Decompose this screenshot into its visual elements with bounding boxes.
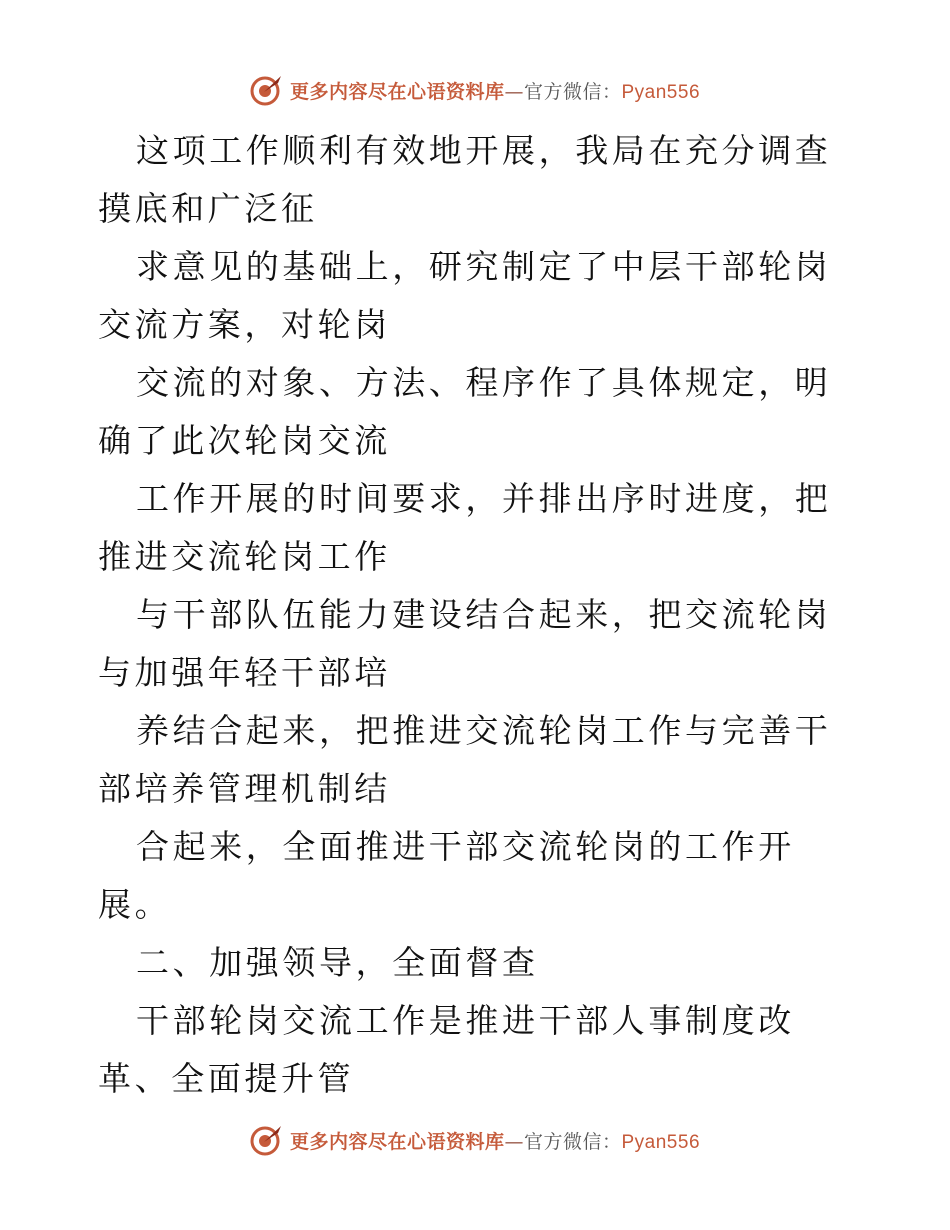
- header-watermark: [0, 70, 950, 110]
- quill-logo-icon: [250, 1123, 284, 1157]
- watermark-label: 官方微信：: [523, 80, 622, 103]
- watermark-wechat-id: Pyan556: [621, 81, 701, 103]
- watermark-text: [290, 1127, 700, 1154]
- watermark-text: [290, 77, 700, 104]
- watermark-wechat-id: Pyan556: [621, 1131, 701, 1153]
- watermark-label: 官方微信：: [523, 1130, 622, 1153]
- section-paragraph: 干部轮岗交流工作是推进干部人事制度改革、全面提升管: [98, 1001, 795, 1098]
- body-paragraph: 合起来，全面推进干部交流轮岗的工作开展。: [98, 827, 795, 924]
- section-heading: 二、加强领导，全面督查: [136, 943, 539, 982]
- body-paragraph: 与干部队伍能力建设结合起来，把交流轮岗与加强年轻干部培: [98, 595, 832, 692]
- body-paragraph: 求意见的基础上，研究制定了中层干部轮岗交流方案，对轮岗: [98, 247, 832, 344]
- watermark-site: 更多内容尽在心语资料库: [289, 80, 505, 103]
- watermark-separator: —: [504, 1130, 524, 1153]
- body-paragraph: 养结合起来，把推进交流轮岗工作与完善干部培养管理机制结: [98, 711, 832, 808]
- body-paragraph: 这项工作顺利有效地开展，我局在充分调查摸底和广泛征: [98, 131, 832, 228]
- document-body: [98, 122, 858, 1108]
- quill-logo-icon: [250, 73, 284, 107]
- footer-watermark: [0, 1120, 950, 1160]
- watermark-separator: —: [504, 80, 524, 103]
- body-paragraph: 交流的对象、方法、程序作了具体规定，明确了此次轮岗交流: [98, 363, 832, 460]
- body-paragraph: 工作开展的时间要求，并排出序时进度，把推进交流轮岗工作: [98, 479, 832, 576]
- watermark-site: 更多内容尽在心语资料库: [289, 1130, 505, 1153]
